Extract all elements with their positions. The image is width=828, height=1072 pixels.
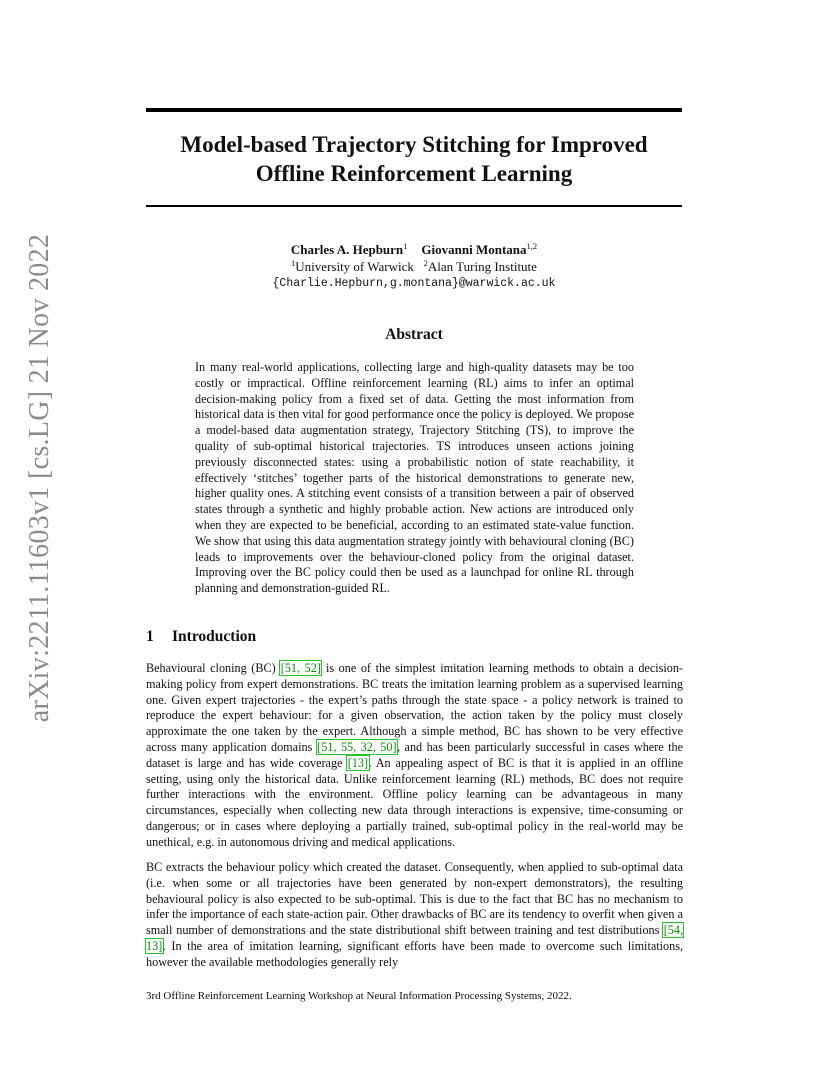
section-title: Introduction bbox=[172, 628, 257, 645]
intro-paragraph-1 bbox=[146, 661, 683, 851]
intro-paragraph-2 bbox=[146, 860, 683, 971]
author-block bbox=[146, 241, 682, 292]
author-emails: {Charlie.Hepburn,g.montana}@warwick.ac.uk bbox=[272, 277, 556, 290]
arxiv-identifier-stamp: arXiv:2211.11603v1 [cs.LG] 21 Nov 2022 bbox=[24, 233, 55, 723]
author-2-affiliation-marker: 1,2 bbox=[526, 241, 538, 251]
abstract-text: In many real-world applications, collecting large and high-quality datasets may be too costly or impractical. Offline reinforcement learning (RL) aims to infer an optimal decision-making policy from a fixed set of data. Getting the most information from historical data is then vital for good performance once the policy is deployed. We propose a model-based data augmentation strategy, Trajectory Stitching (TS), to improve the quality of sub-optimal historical trajectories. TS introduces unseen actions joining previously disconnected states: using a probabilistic notion of state reachability, it effectively ‘stitches’ together parts of the historical demonstrations to generate new, higher quality ones. A stitching event consists of a transition between a pair of observed states through a synthetic and highly probable action. New actions are introduced only when they are expected to be beneficial, according to an estimated state-value function. We show that using this data augmentation strategy jointly with behavioural cloning (BC) leads to improvements over the behaviour-cloned policy from the original dataset. Improving over the BC policy could then be used as a launchpad for online RL through planning and demonstration-guided RL. bbox=[195, 360, 634, 596]
text-run: BC extracts the behaviour policy which created the dataset. Consequently, when applied to sub-optimal data (i.e. when some or all trajectories have been generated by non-expert demonstrators), the resulting behavioural policy is also expected to be sub-optimal. This is due to the fact that BC has no mechanism to infer the importance of each state-action pair. Other drawbacks of BC are its tendency to overfit when given a small number of demonstrations and the state distributional shift between training and test distributions bbox=[146, 860, 683, 938]
citation-link[interactable]: [51, 52] bbox=[280, 661, 321, 675]
affiliation-2-marker: 2 bbox=[423, 258, 428, 268]
affiliation-1: University of Warwick bbox=[295, 259, 414, 274]
citation-link[interactable]: [54, 13] bbox=[146, 923, 683, 953]
paper-title bbox=[146, 130, 682, 188]
author-name-1: Charles A. Hepburn bbox=[290, 242, 404, 257]
citation-link[interactable]: [51, 55, 32, 50] bbox=[317, 739, 397, 754]
citation-link[interactable]: [13] bbox=[347, 755, 369, 770]
author-names bbox=[146, 241, 682, 258]
author-name-2: Giovanni Montana bbox=[421, 242, 527, 257]
text-run: Behavioural cloning (BC) bbox=[146, 661, 281, 675]
title-line-1: Model-based Trajectory Stitching for Improved bbox=[180, 132, 648, 157]
text-run: , and has been particularly successful in cases where the dataset is large and has wide coverage bbox=[146, 739, 684, 770]
text-run: . An appealing aspect of BC is that it is applied in an offline setting, using only the historical data. Unlike reinforcement learning (RL) methods, BC does not require further interactions with the environment. Offline policy learning can be advantageous in many circumstances, especially when collecting new data through interactions is expensive, time-consuming or dangerous; or in cases where deploying a partially trained, sub-optimal policy in the real-world may be unethical, e.g. in autonomous driving and medical applications. bbox=[146, 755, 683, 849]
abstract-heading: Abstract bbox=[385, 326, 443, 343]
title-top-rule bbox=[146, 108, 682, 112]
section-number: 1 bbox=[146, 628, 154, 645]
title-bottom-rule bbox=[146, 205, 682, 207]
text-run: is one of the simplest imitation learning methods to obtain a decision-making policy from expert demonstrations. BC treats the imitation learning problem as a supervised learning one. Given expert trajectories - the expert’s paths through the state space - a policy network is trained to reproduce the expert behaviour: for a given observation, the action taken by the policy must closely approximate the one taken by the expert. Although a simple method, BC has shown to be very effective across many application domains bbox=[146, 661, 683, 754]
venue-footer: 3rd Offline Reinforcement Learning Workshop at Neural Information Processing Systems, 2022. bbox=[146, 990, 572, 1002]
title-line-2: Offline Reinforcement Learning bbox=[255, 161, 573, 186]
affiliation-1-marker: 1 bbox=[291, 258, 296, 268]
affiliations bbox=[146, 258, 682, 275]
section-heading-introduction bbox=[146, 628, 256, 646]
author-1-affiliation-marker: 1 bbox=[403, 241, 408, 251]
text-run: . In the area of imitation learning, significant efforts have been made to overcome such limitations, however the available methodologies generally rely bbox=[146, 938, 683, 969]
affiliation-2: Alan Turing Institute bbox=[427, 259, 537, 274]
